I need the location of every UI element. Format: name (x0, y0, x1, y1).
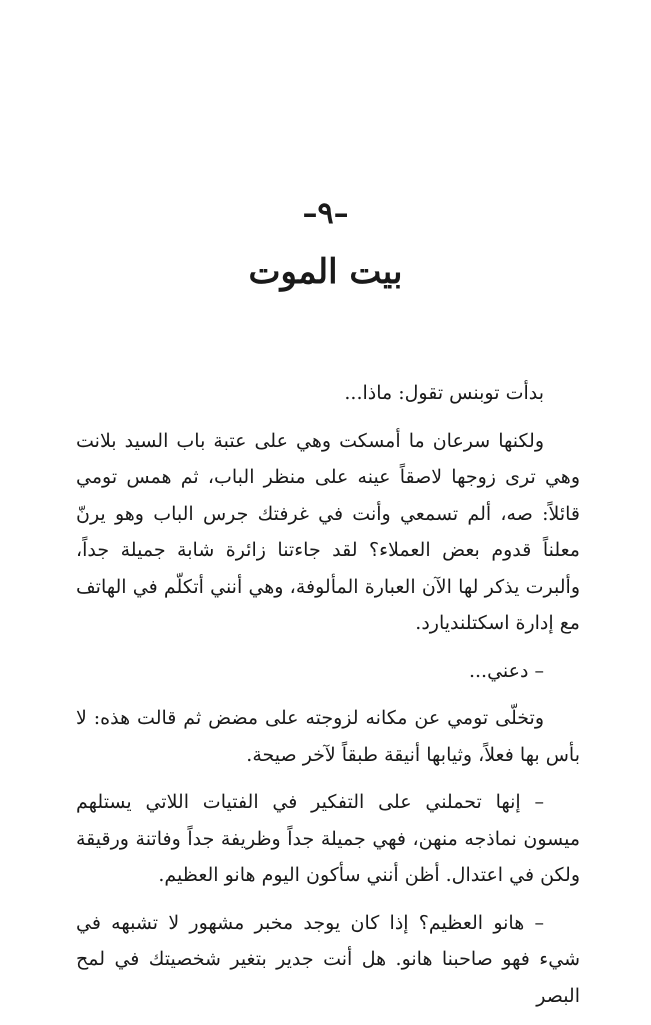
chapter-title: بيت الموت (248, 252, 403, 292)
paragraph: – إنها تحملني على التفكير في الفتيات اللاتي يستلهم ميسون نماذجه منهن، فهي جميلة جداً وظريفة جداً وفاتنة ورقيقة ولكن في اعتدال. أظن أنني سأكون اليوم هانو العظيم. (76, 791, 580, 886)
paragraph: – دعني... (468, 659, 544, 682)
paragraph: وتخلّى تومي عن مكانه لزوجته على مضض ثم قالت هذه: لا بأس بها فعلاً، وثيابها أنيقة طبقاً لآخر صيحة. (76, 707, 580, 766)
body-text (76, 375, 580, 1025)
paragraph: بدأت توبنس تقول: ماذا... (344, 382, 544, 404)
paragraph: – هانو العظيم؟ إذا كان يوجد مخبر مشهور لا تشبهه في شيء فهو صاحبنا هانو. هل أنت جدير بتغير شخصيتك في لمح البصر (76, 911, 580, 1007)
chapter-number: –٩– (302, 196, 349, 231)
paragraph: ولكنها سرعان ما أمسكت وهي على عتبة باب السيد بلانت وهي ترى زوجها لاصقاً عينه على منظر الباب، ثم همس تومي قائلاً: صه، ألم تسمعي وأنت في غرفتك جرس الباب وهو يرنّ معلناً قدوم بعض العملاء؟ لقد جاءتنا زائرة شابة جميلة جداً، وألبرت يذكر لها الآن العبارة المألوفة، وهي أنني أتكلّم في الهاتف مع إدارة اسكتلنديارد. (76, 429, 580, 634)
